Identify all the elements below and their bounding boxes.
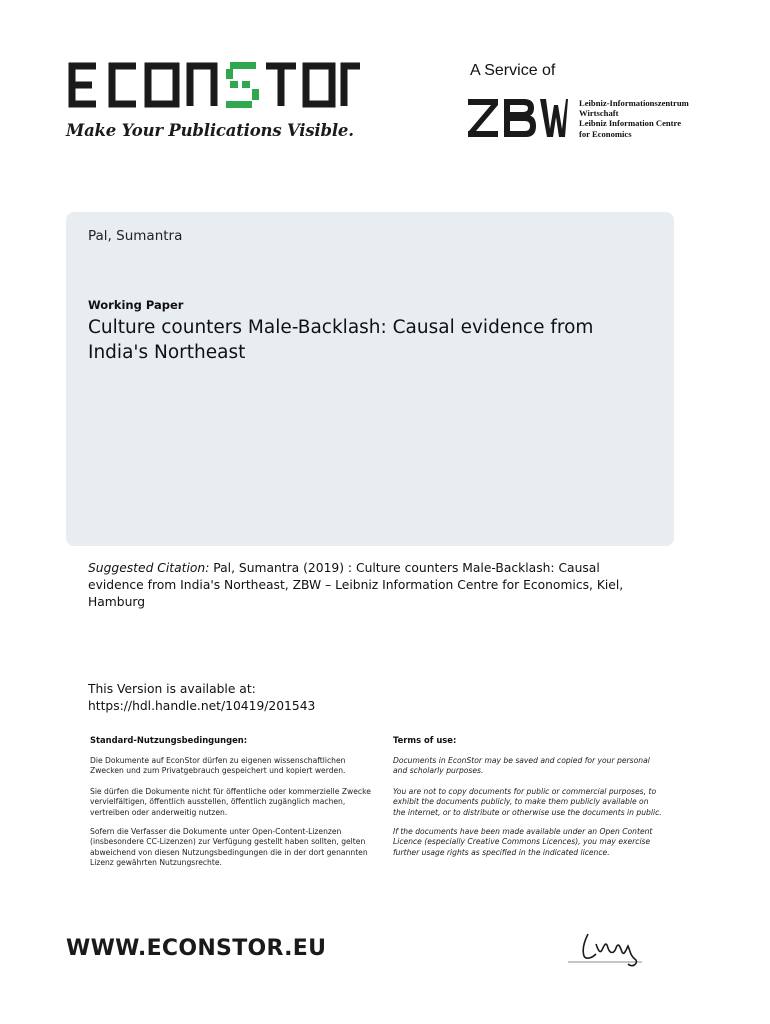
terms-de-paragraph: Die Dokumente auf EconStor dürfen zu eigenen wissenschaftlichen Zwecken und zum Privatgebrauch gespeichert und kopiert werden. (90, 756, 346, 776)
author-name: Pal, Sumantra (88, 228, 183, 244)
citation-text: Pal, Sumantra (2019) : Culture counters Male-Backlash: Causal evidence from India's Northeast, ZBW – Leibniz Information Centre for Economics, Kiel, Hamburg (88, 561, 624, 609)
leibniz-logo (566, 920, 646, 976)
version-label: This Version is available at: (88, 682, 256, 696)
zbw-line: Leibniz Information Centre (579, 118, 682, 129)
zbw-line: for Economics (579, 128, 632, 139)
zbw-institution-text (579, 98, 689, 139)
suggested-citation (88, 560, 648, 611)
terms-en-paragraph: Documents in EconStor may be saved and copied for your personal and scholarly purposes. (393, 756, 650, 776)
terms-en-heading: Terms of use: (393, 735, 457, 745)
terms-de-paragraph: Sie dürfen die Dokumente nicht für öffentliche oder kommerzielle Zwecke vervielfältigen, öffentlich ausstellen, öffentlich zugänglich machen, vertreiben oder anderweitig nutzen. (90, 787, 371, 817)
terms-en-paragraph: You are not to copy documents for public or commercial purposes, to exhibit the documents publicly, to make them publicly available on the internet, or to distribute or otherwise use the documents in public. (393, 787, 662, 817)
service-of-label: A Service of (470, 62, 556, 79)
terms-en-paragraph: If the documents have been made available under an Open Content Licence (especially Creative Commons Licences), you may exercise further usage rights as specified in the indicated licence. (393, 827, 653, 857)
version-info (88, 681, 315, 715)
terms-de-heading: Standard-Nutzungsbedingungen: (90, 735, 248, 745)
zbw-line: Leibniz-Informationszentrum (579, 98, 689, 108)
citation-label: Suggested Citation: (88, 561, 210, 575)
econstor-logo (66, 58, 362, 116)
record-info-box (66, 212, 674, 546)
zbw-logo (468, 97, 568, 143)
econstor-website-link[interactable]: WWW.ECONSTOR.EU (66, 936, 327, 961)
document-title: Culture counters Male-Backlash: Causal evidence from India's Northeast (88, 317, 594, 363)
document-type: Working Paper (88, 298, 184, 312)
zbw-line: Wirtschaft (579, 108, 619, 119)
terms-de-paragraph: Sofern die Verfasser die Dokumente unter Open-Content-Lizenzen (insbesondere CC-Lizenzen) zur Verfügung gestellt haben sollten, gelten abweichend von diesen Nutzungsbedingungen die in der dort genannten Lizenz gewährten Nutzungsrechte. (90, 827, 368, 867)
tagline: Make Your Publications Visible. (66, 121, 354, 140)
handle-link[interactable]: https://hdl.handle.net/10419/201543 (88, 699, 316, 713)
